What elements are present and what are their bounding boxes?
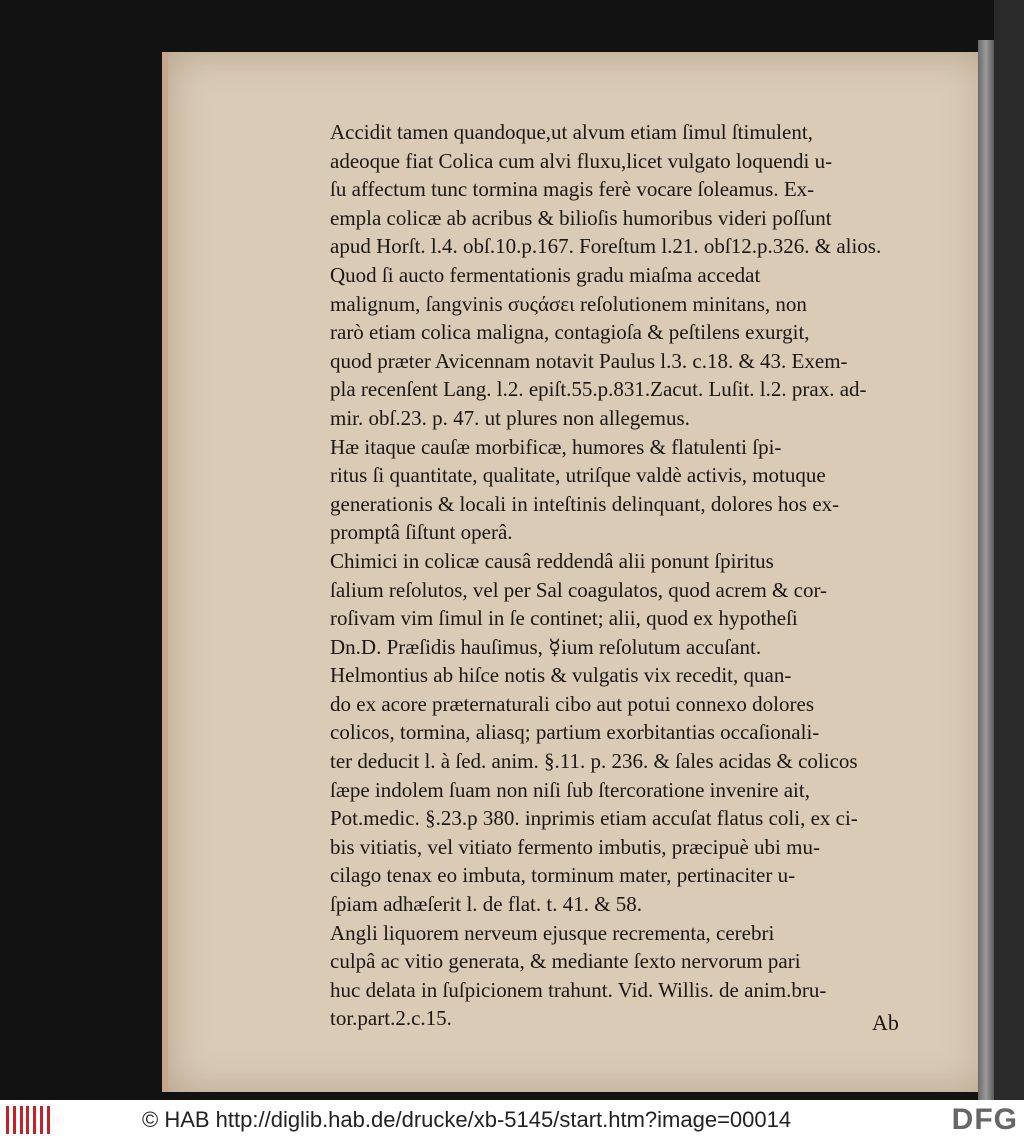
page-edge bbox=[978, 40, 994, 1100]
page-text bbox=[330, 118, 910, 1033]
text-line: Accidit tamen quandoque,ut alvum etiam ſimul ſtimulent, bbox=[330, 120, 813, 144]
text-line: ſæpe indolem ſuam non niſi ſub ſtercoratione invenire ait, bbox=[330, 777, 810, 802]
text-line: apud Horſt. l.4. obſ.10.p.167. Foreſtum l.21. obſ12.p.326. & alios. bbox=[330, 234, 882, 259]
copyright-url[interactable]: © HAB http://diglib.hab.de/drucke/xb-5145/start.htm?image=00014 bbox=[142, 1106, 792, 1132]
footer-bar bbox=[0, 1100, 1024, 1139]
text-line: Quod ſi aucto fermentationis gradu miaſma accedat bbox=[330, 262, 761, 287]
hab-logo-icon bbox=[6, 1104, 50, 1136]
text-line: malignum, ſangvinis συςάσει reſolutionem minitans, non bbox=[330, 291, 807, 316]
text-line: Dn.D. Præſidis hauſimus, ☿ium reſolutum accuſant. bbox=[330, 634, 762, 659]
text-line: bis vitiatis, vel vitiato fermento imbutis, præcipuè ubi mu- bbox=[330, 834, 820, 859]
text-line: do ex acore præternaturali cibo aut potui connexo dolores bbox=[330, 691, 815, 716]
text-line: ſalium reſolutos, vel per Sal coagulatos, quod acrem & cor- bbox=[330, 577, 828, 602]
text-line: tor.part.2.c.15. bbox=[330, 1006, 452, 1031]
text-line: cilago tenax eo imbuta, torminum mater, pertinaciter u- bbox=[330, 863, 796, 888]
text-line: huc delata in ſuſpicionem trahunt. Vid. Willis. de anim.bru- bbox=[330, 977, 827, 1002]
text-line: ritus ſi quantitate, qualitate, utriſque valdè activis, motuque bbox=[330, 463, 826, 488]
text-line: culpâ ac vitio generata, & mediante ſexto nervorum pari bbox=[330, 949, 801, 974]
text-line: roſivam vim ſimul in ſe continet; alii, quod ex hypotheſi bbox=[330, 606, 798, 631]
text-line: Helmontius ab hiſce notis & vulgatis vix recedit, quan- bbox=[330, 663, 792, 688]
text-line: Angli liquorem nerveum ejusque recrementa, cerebri bbox=[330, 920, 775, 945]
right-strip bbox=[994, 0, 1024, 1100]
text-line: quod præter Avicennam notavit Paulus l.3. c.18. & 43. Exem- bbox=[330, 348, 848, 373]
text-line: empla colicæ ab acribus & bilioſis humoribus videri poſſunt bbox=[330, 205, 832, 230]
text-line: adeoque fiat Colica cum alvi fluxu,licet vulgato loquendi u- bbox=[330, 148, 833, 173]
text-line: mir. obſ.23. p. 47. ut plures non allegemus. bbox=[330, 405, 690, 430]
text-line: promptâ ſiſtunt operâ. bbox=[330, 520, 513, 545]
catchword: Ab bbox=[872, 1010, 899, 1035]
text-line: ſpiam adhæſerit l. de flat. t. 41. & 58. bbox=[330, 892, 643, 917]
text-line: generationis & locali in inteſtinis delinquant, dolores hos ex- bbox=[330, 491, 840, 516]
dfg-logo: DFG bbox=[951, 1103, 1018, 1136]
text-line: ter deducit l. à ſed. anim. §.11. p. 236. & ſales acidas & colicos bbox=[330, 749, 858, 774]
text-line: ſu affectum tunc tormina magis ferè vocare ſoleamus. Ex- bbox=[330, 177, 815, 202]
text-line: rarò etiam colica maligna, contagioſa & peſtilens exurgit, bbox=[330, 320, 810, 345]
text-line: colicos, tormina, aliasq; partium exorbitantias occaſionali- bbox=[330, 720, 820, 745]
text-line: Hæ itaque cauſæ morbificæ, humores & flatulenti ſpi- bbox=[330, 434, 782, 459]
text-line: Chimici in colicæ causâ reddendâ alii ponunt ſpiritus bbox=[330, 548, 774, 573]
text-line: pla recenſent Lang. l.2. epiſt.55.p.831.Zacut. Luſit. l.2. prax. ad- bbox=[330, 377, 867, 402]
text-line: Pot.medic. §.23.p 380. inprimis etiam accuſat flatus coli, ex ci- bbox=[330, 806, 858, 831]
